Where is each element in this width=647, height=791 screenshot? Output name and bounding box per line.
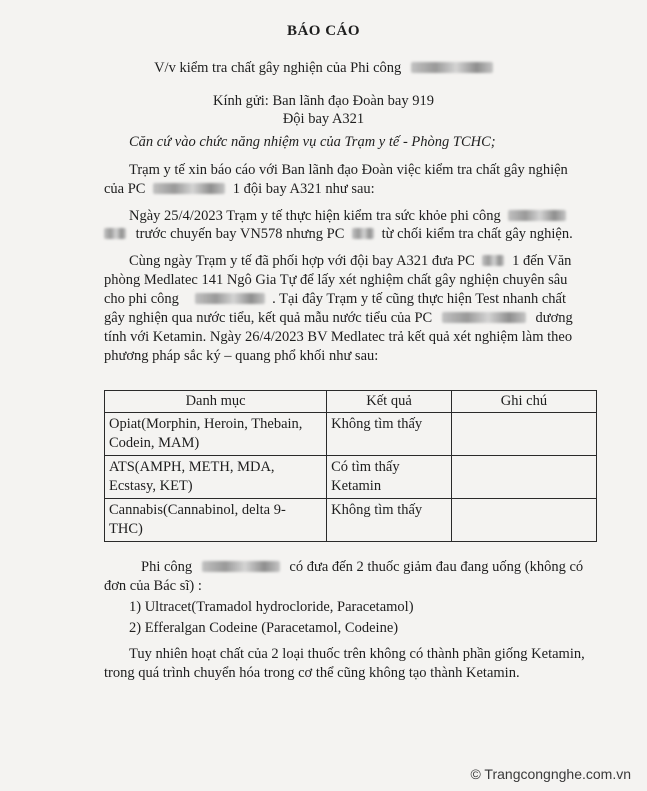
text-fragment: từ chối kiểm tra chất gây nghiện. xyxy=(381,226,573,242)
table-cell xyxy=(451,413,596,456)
subject-text: V/v kiểm tra chất gây nghiện của Phi công xyxy=(154,60,402,76)
paragraph-3-line-2: phòng Medlatec 141 Ngô Gia Tự để lấy xét nghiệm chất gây nghiện chuyên sâu xyxy=(104,272,568,288)
cell-line: Có tìm thấy xyxy=(331,459,400,475)
table-cell xyxy=(451,499,596,542)
paragraph-2-line-1 xyxy=(129,207,566,225)
results-table xyxy=(104,390,597,542)
table-cell xyxy=(451,456,596,499)
paragraph-3-line-5: tính với Ketamin. Ngày 26/4/2023 BV Medlatec trả kết quả xét nghiệm làm theo xyxy=(104,329,573,345)
table-cell xyxy=(327,413,452,456)
paragraph-3-line-6: phương pháp sắc ký – quang phổ khối như sau: xyxy=(104,348,379,364)
paragraph-1-line-1: Trạm y tế xin báo cáo với Ban lãnh đạo Đoàn việc kiểm tra chất gây nghiện xyxy=(129,162,568,178)
paragraph-3-line-4 xyxy=(104,309,573,327)
table-header: Ghi chú xyxy=(451,391,596,413)
medication-item-1: 1) Ultracet(Tramadol hydrocloride, Paracetamol) xyxy=(129,599,414,615)
table-row xyxy=(105,413,597,456)
paragraph-3-line-3 xyxy=(104,290,566,308)
paragraph-1-line-2 xyxy=(104,180,375,198)
basis-line: Căn cứ vào chức năng nhiệm vụ của Trạm y tế - Phòng TCHC; xyxy=(129,134,496,150)
report-subject xyxy=(0,59,647,77)
text-fragment: 1 đội bay A321 như sau: xyxy=(232,181,375,197)
table-cell xyxy=(327,456,452,499)
watermark: © Trangcongnghe.com.vn xyxy=(470,766,631,782)
table-header: Danh mục xyxy=(105,391,327,413)
text-fragment: có đưa đến 2 thuốc giảm đau đang uống (không có xyxy=(289,559,584,575)
redacted-name xyxy=(508,210,566,221)
cell-line: ATS(AMPH, METH, MDA, xyxy=(109,459,275,475)
table-header: Kết quả xyxy=(327,391,452,413)
redacted-name xyxy=(352,228,374,239)
cell-line: THC) xyxy=(109,521,143,537)
redacted-name xyxy=(153,183,225,194)
table-header-row xyxy=(105,391,597,413)
recipient-line-2: Đội bay A321 xyxy=(282,111,365,127)
cell-line: Không tìm thấy xyxy=(331,502,423,518)
text-fragment: . Tại đây Trạm y tế cũng thực hiện Test nhanh chất xyxy=(272,291,566,307)
redacted-name xyxy=(411,62,493,73)
redacted-name xyxy=(442,312,526,323)
text-fragment: Phi công xyxy=(141,559,193,575)
redacted-name xyxy=(202,561,280,572)
text-fragment: của PC xyxy=(104,181,146,197)
paragraph-3-line-1 xyxy=(129,252,571,270)
cell-line: Cannabis(Cannabinol, delta 9- xyxy=(109,502,286,518)
table-row xyxy=(105,499,597,542)
conclusion-line-1: Tuy nhiên hoạt chất của 2 loại thuốc trên không có thành phần giống Ketamin, xyxy=(129,646,585,662)
redacted-name xyxy=(482,255,504,266)
text-fragment: Cùng ngày Trạm y tế đã phối hợp với đội bay A321 đưa PC xyxy=(129,253,475,269)
meds-intro-line-1 xyxy=(141,558,583,576)
cell-line: Opiat(Morphin, Heroin, Thebain, xyxy=(109,416,303,432)
text-fragment: 1 đến Văn xyxy=(512,253,572,269)
redacted-name xyxy=(195,293,265,304)
redacted-name xyxy=(104,228,126,239)
cell-line: Codein, MAM) xyxy=(109,435,200,451)
report-title: BÁO CÁO xyxy=(286,23,361,39)
table-row xyxy=(105,456,597,499)
cell-line: Ketamin xyxy=(331,478,382,494)
paragraph-2-line-2 xyxy=(104,225,573,243)
text-fragment: gây nghiện qua nước tiểu, kết quả mẫu nước tiểu của PC xyxy=(104,310,433,326)
cell-line: Ecstasy, KET) xyxy=(109,478,193,494)
recipient-line: Kính gửi: Ban lãnh đạo Đoàn bay 919 xyxy=(213,93,434,109)
text-fragment: cho phi công xyxy=(104,291,179,307)
text-fragment: dương xyxy=(535,310,573,326)
table-cell xyxy=(105,456,327,499)
meds-intro-line-2: đơn của Bác sĩ) : xyxy=(104,578,202,594)
text-fragment: Ngày 25/4/2023 Trạm y tế thực hiện kiểm tra sức khỏe phi công xyxy=(129,208,501,224)
text-fragment: trước chuyến bay VN578 nhưng PC xyxy=(135,226,345,242)
table-cell xyxy=(105,413,327,456)
table-cell xyxy=(105,499,327,542)
cell-line: Không tìm thấy xyxy=(331,416,423,432)
conclusion-line-2: trong quá trình chuyển hóa trong cơ thể cũng không tạo thành Ketamin. xyxy=(104,665,520,681)
medication-item-2: 2) Efferalgan Codeine (Paracetamol, Codeine) xyxy=(129,620,399,636)
table-cell xyxy=(327,499,452,542)
